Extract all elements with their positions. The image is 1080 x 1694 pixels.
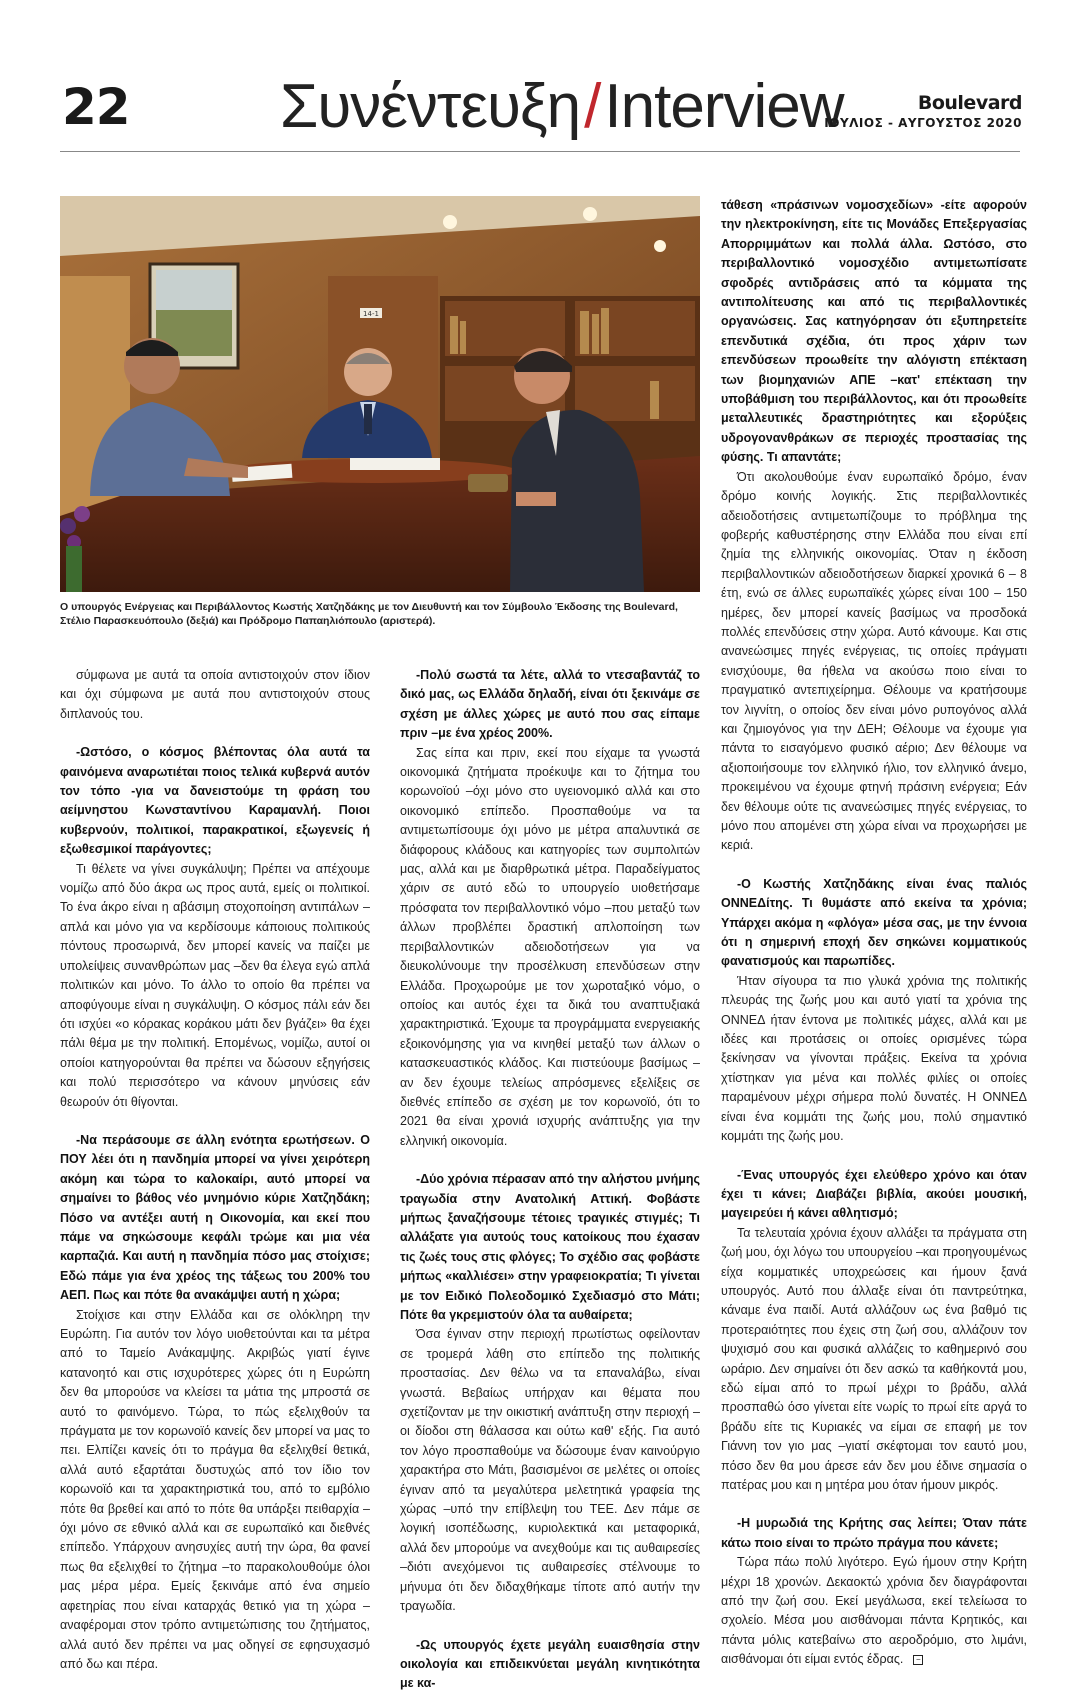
photo-caption: Ο υπουργός Ενέργειας και Περιβάλλοντος Κωστής Χατζηδάκης με τον Διευθυντή και τον Σύμβουλο Έκδοσης της Boulevard, Στέλιο Παρασκευόπουλο (δεξιά) και Πρόδρομο Παπαηλιόπουλο (αριστερά). <box>60 601 678 627</box>
page-number: 22 <box>62 78 130 136</box>
interview-question <box>400 1170 700 1325</box>
header-divider <box>60 151 1020 152</box>
interview-question <box>400 1636 700 1694</box>
section-title-slash: / <box>584 72 601 141</box>
paragraph-text: Τι θέλετε να γίνει συγκάλυψη; Πρέπει να απέχουμε νομίζω από δύο άκρα ως προς αυτά, εμείς οι πολιτικοί. Το ένα άκρο είναι η αβάσιμη στοχοποίηση αντιπάλων –απλά και μόνο για να κερδίσουμε κάποιους πολιτικούς πόντους προσωρινά, δεν μπορεί κανείς να παίζει με υπολείψεις συνανθρώπων μας –δεν θα έλεγα εγώ απλά πολιτικών και μόνο. Το άλλο το οποίο θα πρέπει να αποφύγουμε είναι η συγκάλυψη. Ο κόσμος πάλι εάν δει ότι ισχύει «ο κόρακας κοράκου μάτι δεν βγάζει» θα έχει πάλι θέμα με την πολιτική. Επομένως, νομίζω, αυτοί οι οποίοι κατηγορούνται θα πρέπει να δώσουν εξηγήσεις και πολύ περισσότερο να κάνουν μηνύσεις εάν θεωρούν ότι θίγονται. <box>60 861 370 1109</box>
interview-answer <box>60 860 370 1112</box>
paragraph-text: Τώρα πάω πολύ λιγότερο. Εγώ ήμουν στην Κρήτη μέχρι 18 χρονών. Δεκαοκτώ χρόνια δεν διαγράφονται από την ζωή σου. Εκεί μεγάλωσα, εκεί τελείωσα το σχολείο. Μέσα μου αισθάνομαι πάντα Κρητικός, και πάντα μόλις κατεβαίνω στο αεροδρόμιο, στο λιμάνι, αισθάνομαι ότι είμαι εντός έδρας. <box>721 1555 1027 1667</box>
interview-question <box>400 666 700 744</box>
wall-sign-text: 14-1 <box>363 310 379 318</box>
interview-answer <box>721 468 1027 856</box>
interview-answer <box>60 666 370 724</box>
paragraph-text: Όσα έγιναν στην περιοχή πρωτίστως οφείλονταν σε τρομερά λάθη στο επίπεδο της πολιτικής προστασίας. Δεν θέλω να τα επαναλάβω, είναι γνωστά. Βεβαίως υπήρχαν και θέματα που σχετίζονταν με την οικιστική ανάπτυξη στην περιοχή –οι δίοδοι στη θάλασσα και ούτω καθ' εξής. Για αυτό τον λόγο προσπαθούμε να δώσουμε έναν καινούργιο χαρακτήρα στο Μάτι, βασισμένοι σε μελέτες οι οποίες έγιναν από τα μεγαλύτερα μελετητικά γραφεία της χώρας –υπό την επίβλεψη του ΤΕΕ. Δεν πάμε σε λογική ισοπέδωσης, κυριολεκτικά και μεταφορικά, αλλά δεν μπορούμε να ανεχθούμε και τις αυθαιρεσίες –διότι ανεχόμενοι τις αυθαιρεσίες στέλνουμε το μήνυμα ότι δεν διδαχθήκαμε τίποτε από αυτήν την τραγωδία. <box>400 1327 700 1614</box>
article-column-3 <box>721 196 1027 1670</box>
paragraph-text: Σας είπα και πριν, εκεί που είχαμε τα γνωστά οικονομικά ζητήματα προέκυψε και το ζήτημα του κορωνοϊού –όχι μόνο στο υγειονομικό αλλά και στο οικονομικό επίπεδο. Προσπαθούμε να τα αντιμετωπίσουμε όχι μόνο με μέτρα απαλυντικά σε διάφορους κλάδους και κατηγορίες των συμπολιτών μας, αλλά και με διαρθρωτικά μέτρα. Παραδείγματος χάριν σε αυτό εδώ το υπουργείο υιοθετήσαμε πρόσφατα τον περιβαλλοντικό νόμο –που μεταξύ των άλλων προβλέπει δραστική απλοποίηση των περιβαλλοντικών αδειοδοτήσεων για να διευκολύνουμε την προσέλκυση επενδύσεων στην Ελλάδα. Προχωρούμε με τον χωροταξικό νόμο, ο οποίος και αυτός έχει τα δικά του αναπτυξιακά χαρακτηριστικά. Έχουμε τα προγράμματα ενεργειακής εξοικονόμησης για να κινηθεί μεταξύ των άλλων ο κατασκευαστικός κλάδος. Και πιστεύουμε βασίμως –αν δεν έχουμε τελείως απρόσμενες εξελίξεις σε διεθνές επίπεδο σε σχέση με τον κορωνοϊό, ότι το 2021 θα είναι χρονιά ισχυρής ανάπτυξης για την ελληνική οικονομία. <box>400 745 700 1148</box>
paragraph-text: -Πολύ σωστά τα λέτε, αλλά το ντεσαβαντάζ το δικό μας, ως Ελλάδα δηλαδή, είναι ότι ξεκινάμε σε σχέση με άλλες χώρες με αυτό που σας είπαμε πριν –με ένα χρέος 200%. <box>400 668 700 741</box>
issue-date: ΙΟΥΛΙΟΣ - ΑΥΓΟΥΣΤΟΣ 2020 <box>824 116 1022 130</box>
interview-question <box>721 1166 1027 1224</box>
paragraph-text: Τα τελευταία χρόνια έχουν αλλάξει τα πράγματα στη ζωή μου, όχι λόγω του υπουργείου –και προηγουμένως είχα κομματικές υποχρεώσεις και ήμουν ξανά υπουργός. Αυτό που άλλαξε είναι ότι παντρεύτηκα, κάναμε ένα παιδί. Αυτά αλλάζουν ως ένα βαθμό τις προτεραιότητες που έχεις στη ζωή σου, αλλάζουν τον ψυχισμό σου και φυσικά αλλάζεις το καθημερινό σου ωράριο. Δεν σημαίνει ότι δεν ασκώ τα καθήκοντά μου, εδώ είμαι από το πρωί μέχρι το βράδυ, αλλά προσπαθώ όσο γίνεται είτε νωρίς το πρωί είτε αργά το βράδυ είτε τις Κυριακές να είμαι σε επαφή με τον Γιάννη τον γιο μας –γιατί σκέφτομαι τον εαυτό μου, πόσο δεν θα μου άρεσε εάν δεν μου έδινε σημασία ο πατέρας μου και η μητέρα μου όταν ήμουν μικρός. <box>721 1225 1027 1492</box>
interview-answer <box>721 1224 1027 1496</box>
paragraph-text: -Δύο χρόνια πέρασαν από την αλήστου μνήμης τραγωδία στην Ανατολική Αττική. Φοβάστε μήπως ξαναζήσουμε τέτοιες τραγικές στιγμές; Τι αλλάξατε για αυτούς τους κατοίκους που έχασαν τις ζωές τους στις φλόγες; Το σχέδιο σας φοβάστε μήπως «καλλιέσει» στην γραφειοκρατία; Τι γίνεται με τον Ειδικό Πολεοδομικό Σχεδιασμό στο Μάτι; Πότε θα γκρεμιστούν όλα τα αυθαίρετα; <box>400 1172 700 1322</box>
paragraph-text: τάθεση «πράσινων νομοσχεδίων» -είτε αφορούν την ηλεκτροκίνηση, είτε τις Μονάδες Επεξεργασίας Απορριμμάτων και πολλά άλλα. Ωστόσο, στο περιβαλλοντικό νομοσχέδιο αντιμετωπίσατε σφοδρές αντιδράσεις από τα κόμματα της αντιπολίτευσης και από τις περιβαλλοντικές οργανώσεις. Σας κατηγόρησαν ότι εξυπηρετείτε επενδυτικά σχέδια, ότι προς χάριν των επενδύσεων προωθείτε την αλόγιστη επέκταση των βιομηχανιών ΑΠΕ –κατ' επέκταση την υποβάθμιση του περιβάλλοντος, και ότι προωθείτε μεταλλευτικές δραστηριότητες και εξορύξεις υδρογονανθράκων σε περιοχές προστασίας της φύσης. Τι απαντάτε; <box>721 198 1027 465</box>
interview-question <box>721 196 1027 468</box>
interview-answer <box>400 1325 700 1616</box>
interview-question <box>721 875 1027 972</box>
brand-name: Boulevard <box>917 92 1022 114</box>
interview-answer <box>721 1553 1027 1669</box>
section-title-greek: Συνέντευξη <box>280 72 581 141</box>
section-title-english: Interview <box>604 72 844 141</box>
paragraph-text: -Ως υπουργός έχετε μεγάλη ευαισθησία στην οικολογία και επιδεικνύεται μεγάλη κινητικότητα με κα- <box>400 1637 700 1691</box>
paragraph-text: Ήταν σίγουρα τα πιο γλυκά χρόνια της πολιτικής πλευράς της ζωής μου και αυτό γιατί τα χρόνια της ΟΝΝΕΔ ήταν έντονα με πολιτικές μάχες, αλλά και με ιδέες και προτάσεις οι οποίες ορισμένες τώρα ξεκίνησαν να γίνονται πράξεις. Εκείνα τα χρόνια χτίστηκαν για μένα και πολλές φιλίες οι οποίες παραμένουν μέχρι σήμερα πολύ δυνατές. Η ΟΝΝΕΔ είναι ένα κομμάτι της ζωής μου, πολύ σημαντικό κομμάτι της ζωής μου. <box>721 973 1027 1144</box>
paragraph-text: -Ο Κωστής Χατζηδάκης είναι ένας παλιός ΟΝΝΕΔίτης. Τι θυμάστε από εκείνα τα χρόνια; Υπάρχει ακόμα η «φλόγα» μέσα σας, με την έννοια ότι η σημερινή εποχή δεν σηκώνει κομματικούς φανατισμούς και παρωπίδες. <box>721 876 1027 969</box>
paragraph-text: σύμφωνα με αυτά τα οποία αντιστοιχούν στον ίδιον και όχι σύμφωνα με αυτά που αντιστοιχούν στους διπλανούς του. <box>60 668 370 721</box>
interview-answer <box>400 744 700 1152</box>
article-column-1 <box>60 666 370 1674</box>
interview-photo <box>60 196 700 592</box>
paragraph-text: -Να περάσουμε σε άλλη ενότητα ερωτήσεων. Ο ΠΟΥ λέει ότι η πανδημία μπορεί να γίνει χειρότερη ακόμη και τώρα το καλοκαίρι, αυτό μπορεί να σημαίνει το βάθος νέο μνημόνιο κύριε Χατζηδάκη; Πόσο να αντέξει αυτή η Οικονομία, και εκεί που πάμε να σηκώσουμε κεφάλι τρώμε και μια νέα καρπαζιά. Και αυτή η πανδημία πόσο μας στοίχισε; Εδώ πάμε για ένα χρέος της τάξεως του 200% του ΑΕΠ. Πως και πότε θα ανακάμψει αυτή η χώρα; <box>60 1132 370 1303</box>
paragraph-text: -Ωστόσο, ο κόσμος βλέποντας όλα αυτά τα φαινόμενα αναρωτιέται ποιος τελικά κυβερνά αυτόν τον τόπο -για να δανειστούμε τη φράση του αείμνηστου Κωνσταντίνου Καραμανλή. Ποιοι κυβερνούν, πολιτικοί, παρακρατικοί, εξωγενείς ή εξωθεσμικοί παράγοντες; <box>60 745 370 857</box>
paragraph-text: Στοίχισε και στην Ελλάδα και σε ολόκληρη την Ευρώπη. Για αυτόν τον λόγο υιοθετούνται και τα μέτρα από το Ταμείο Ανάκαμψης. Ακριβώς γιατί έγινε κατανοητό και στις ισχυρότερες χώρες ότι η Ευρώπη δεν θα μπορούσε να κλείσει τα μάτια της μπροστά σε αυτό το φαινόμενο. Τώρα, το πώς εξελιχθούν τα πράγματα με τον κορωνοϊό κανείς δεν μπορεί να μας το πει. Ελπίζει κανείς ότι το πράγμα θα εξελιχθεί θετικά, αλλά αυτό εξαρτάται δυστυχώς από τον ίδιο τον κορωνοϊό και τα χαρακτηριστικά του, από το εμβόλιο πότε θα βρεθεί και από το πότε θα υπάρξει πειθαρχία –όχι μόνο σε εθνικό αλλά και σε ευρωπαϊκό και διεθνές επίπεδο. Υπάρχουν ανησυχίες αυτή την ώρα, θα φανεί πως θα εξελιχθεί το ζήτημα –το παρακολουθούμε όλοι μας μέρα μέρα. Εμείς ξεκινάμε από ένα σημείο αφετηρίας που είναι καταρχάς θετικό για τη χώρα –αναφέρομαι στον τρόπο αντιμετώπισης του ζητήματος, αλλά αυτό δεν πρέπει να μας οδηγεί σε εφησυχασμό από δω και πέρα. <box>60 1307 370 1671</box>
magazine-brand <box>824 92 1022 130</box>
article-column-2 <box>400 666 700 1694</box>
interview-answer <box>60 1306 370 1675</box>
interview-question <box>60 743 370 859</box>
paragraph-text: -Η μυρωδιά της Κρήτης σας λείπει; Όταν πάτε κάτω ποιο είναι το πρώτο πράγμα που κάνετε; <box>721 1516 1027 1550</box>
interview-photo-illustration <box>60 196 700 592</box>
interview-answer <box>721 972 1027 1147</box>
article-end-icon: − <box>913 1655 923 1665</box>
section-title <box>280 72 844 141</box>
paragraph-text: Ότι ακολουθούμε έναν ευρωπαϊκό δρόμο, έναν δρόμο κοινής λογικής. Στις περιβαλλοντικές αδειοδοτήσεις αντιμετωπίζουμε το πρόβλημα της φοβερής καθυστέρησης στην Ελλάδα που είναι επί ζημία της ελληνικής οικονομίας. Όταν η έκδοση περιβαλλοντικών αδειοδοτήσεων διαρκεί χρονικά 6 – 8 έτη, ενώ σε άλλες ευρωπαϊκές χώρες είναι 100 – 150 ημέρες, δεν μπορεί κανείς βασίμως να προσδοκά πολλές επενδύσεις στην χώρα. Αυτό κάνουμε. Και στις ανανεώσιμες πηγές ενέργειας, τις οποίες πράγματι ενισχύουμε, θα ήθελα να ακούσω ποιο είναι το πραγματικό αντεπιχείρημα. Θέλουμε να κρατήσουμε τον λιγνίτη, ο οποίος δεν είναι μόνο ρυπογόνος αλλά και ζημιογόνος για την ΔΕΗ; Θέλουμε να έχουμε για πάντα το εισαγόμενο φυσικό αέριο; Δεν θέλουμε να αξιοποιήσουμε τον ελληνικό ήλιο, τον ελληνικό άνεμο, προκειμένου να έχουμε φτηνή πράσινη ενέργεια; Εάν δεν θέλουμε ούτε τις ανανεώσιμες πηγές ενέργειας, το μόνο που απομένει στη χώρα είναι να προχωρήσει με κεριά. <box>721 469 1027 853</box>
interview-question <box>721 1514 1027 1553</box>
paragraph-text: -Ένας υπουργός έχει ελεύθερο χρόνο και όταν έχει τι κάνει; Διαβάζει βιβλία, ακούει μουσική, μαγειρεύει ή κάνει αθλητισμό; <box>721 1167 1027 1221</box>
interview-question <box>60 1131 370 1306</box>
